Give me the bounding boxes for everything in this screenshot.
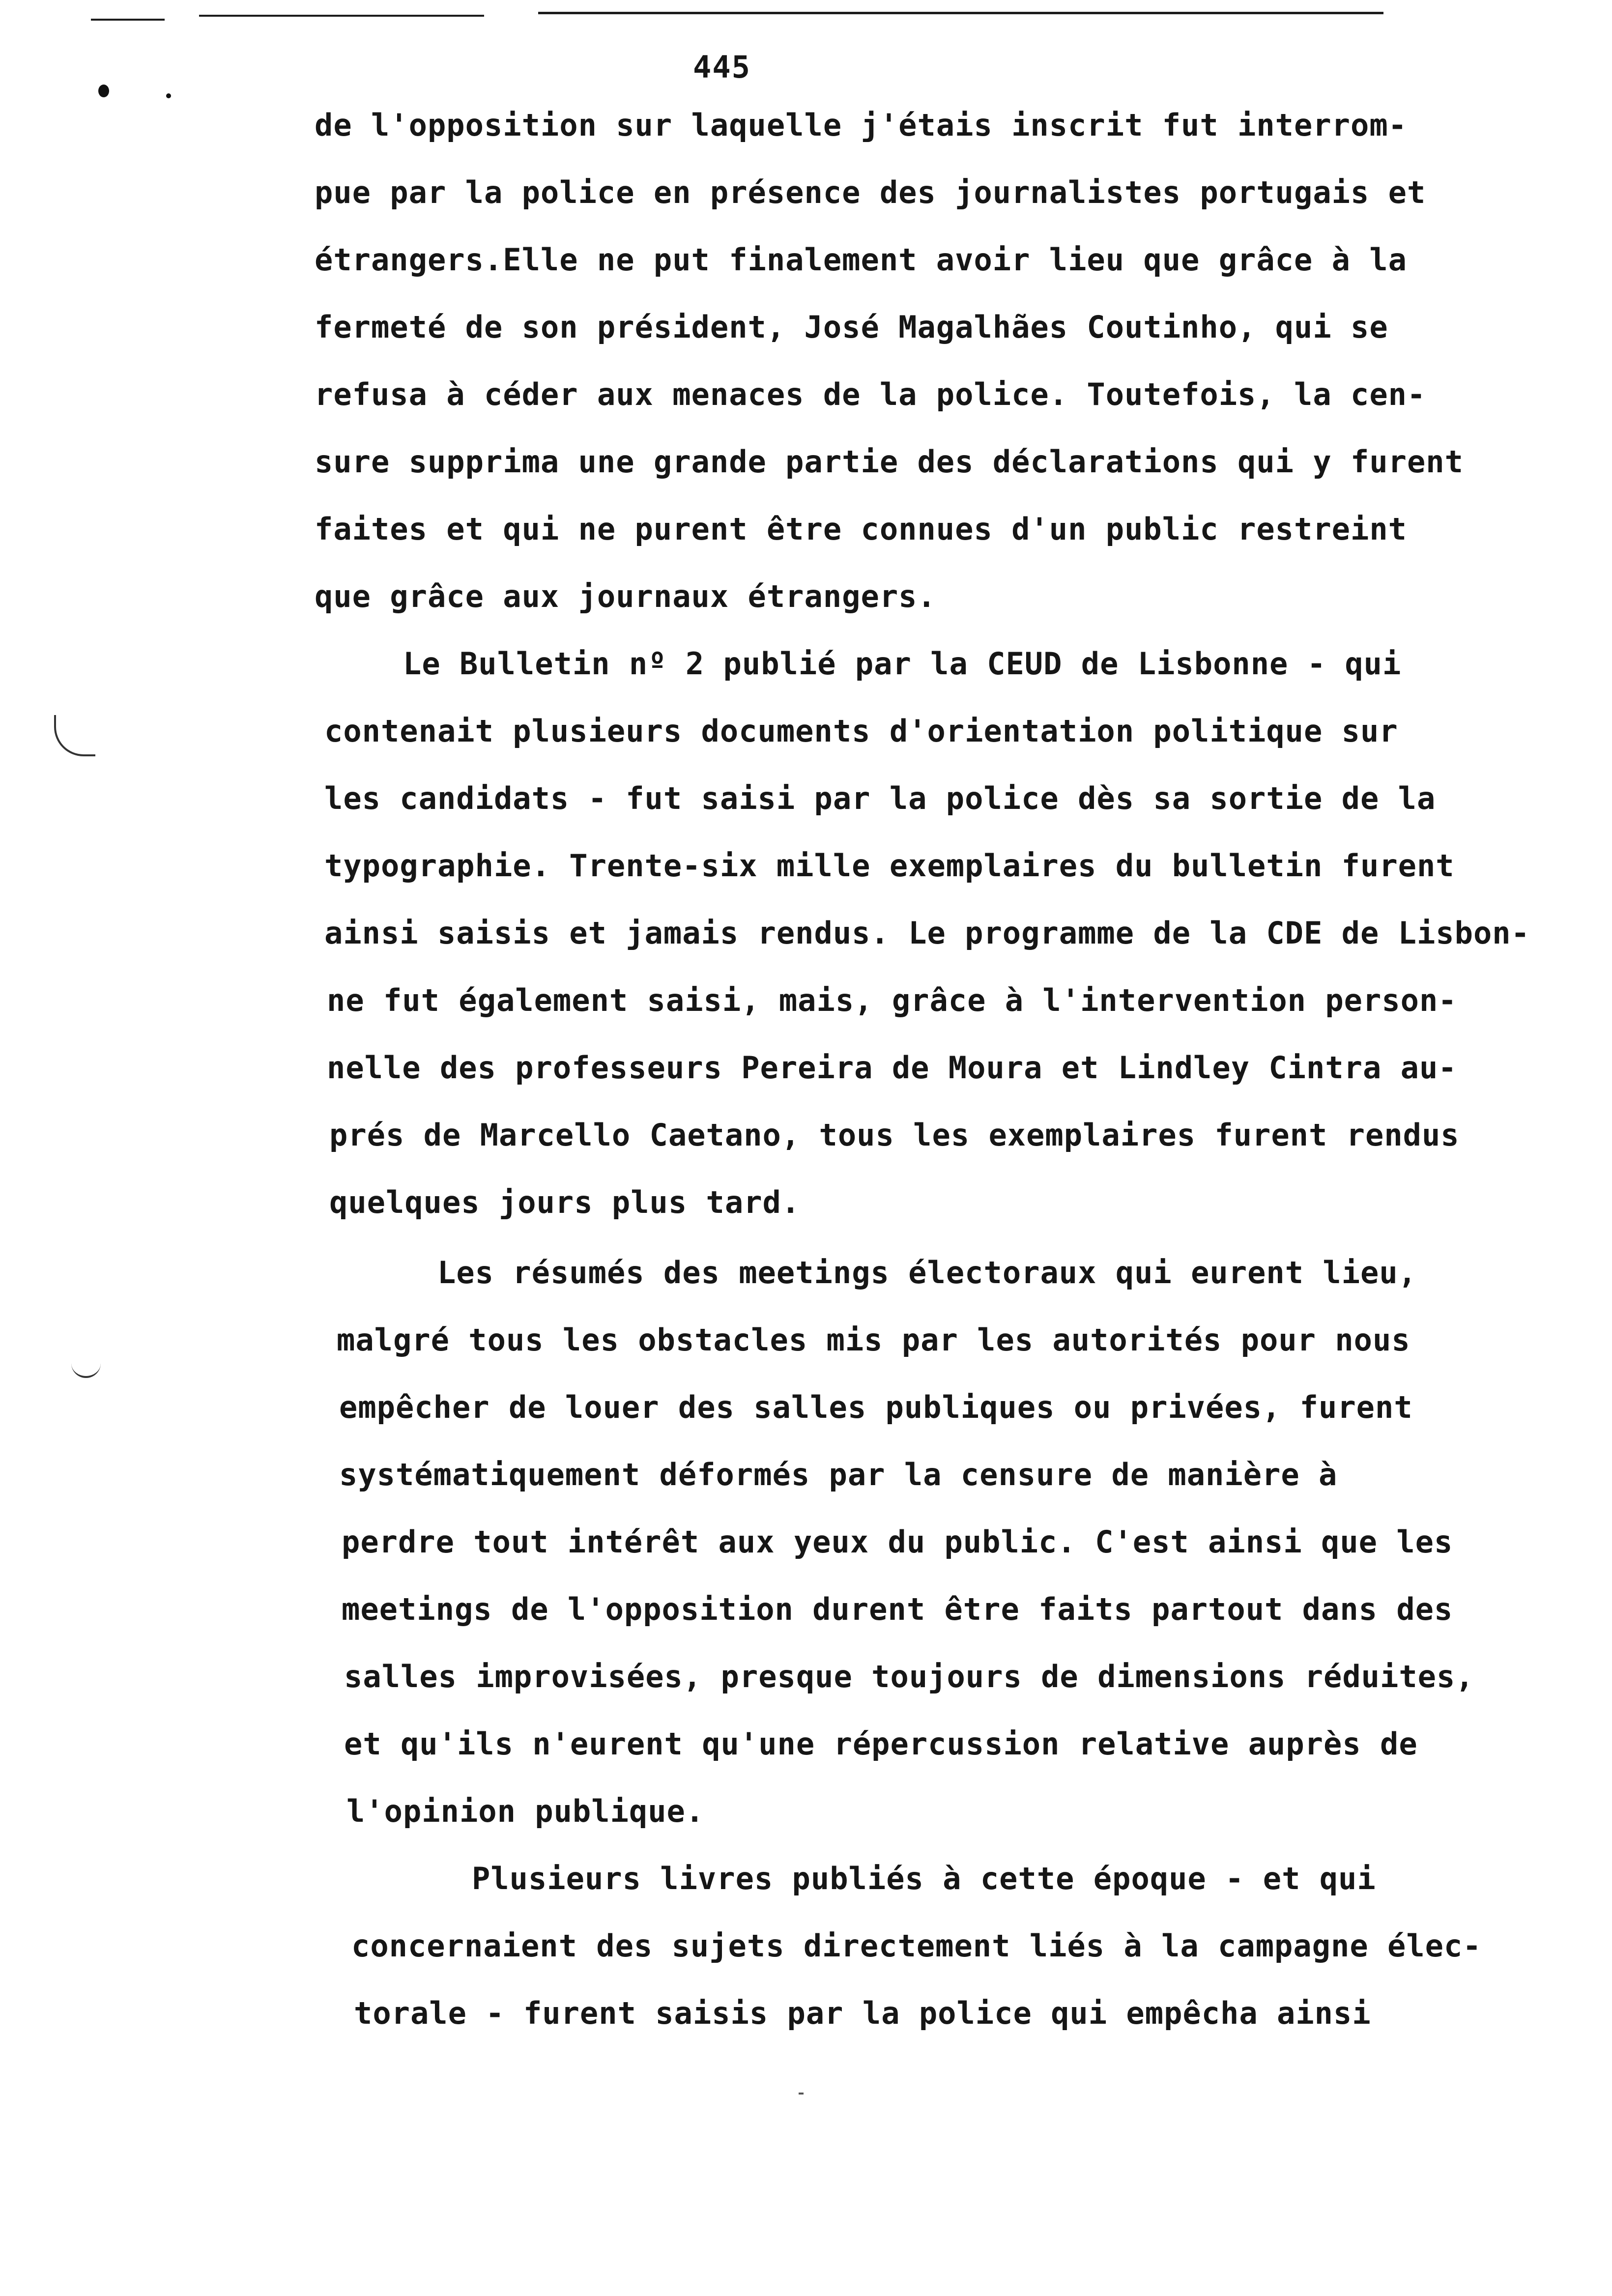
text-line: fermeté de son président, José Magalhães Coutinho, qui se	[315, 309, 1388, 345]
ink-mark	[98, 85, 109, 97]
text-line: ne fut également saisi, mais, grâce à l'intervention person-	[327, 982, 1457, 1018]
text-line: empêcher de louer des salles publiques ou privées, furent	[339, 1389, 1413, 1425]
text-line: quelques jours plus tard.	[329, 1184, 801, 1220]
text-line: nelle des professeurs Pereira de Moura et Lindley Cintra au-	[327, 1050, 1457, 1086]
text-line: typographie. Trente-six mille exemplaires du bulletin furent	[324, 848, 1455, 884]
text-line: que grâce aux journaux étrangers.	[315, 578, 936, 614]
text-line: perdre tout intérêt aux yeux du public. C'est ainsi que les	[342, 1524, 1453, 1560]
text-line: pue par la police en présence des journalistes portugais et	[315, 174, 1426, 210]
text-line: sure supprima une grande partie des déclarations qui y furent	[315, 444, 1464, 480]
ink-mark	[799, 2093, 804, 2095]
text-line: Plusieurs livres publiés à cette époque - et qui	[472, 1861, 1376, 1896]
text-line: malgré tous les obstacles mis par les autorités pour nous	[337, 1322, 1410, 1358]
top-scratch-rule	[199, 15, 484, 17]
margin-bracket-mark	[71, 1347, 101, 1378]
text-line: torale - furent saisis par la police qui empêcha ainsi	[354, 1995, 1371, 2031]
text-line: prés de Marcello Caetano, tous les exemplaires furent rendus	[329, 1117, 1460, 1153]
text-line: concernaient des sujets directement liés à la campagne élec-	[351, 1928, 1482, 1964]
text-line: contenait plusieurs documents d'orientation politique sur	[324, 713, 1398, 749]
text-line: salles improvisées, presque toujours de dimensions réduites,	[344, 1659, 1474, 1694]
top-scratch-rule	[91, 19, 165, 21]
text-line: les candidats - fut saisi par la police dès sa sortie de la	[324, 780, 1436, 816]
text-line: systématiquement déformés par la censure de manière à	[339, 1457, 1338, 1492]
text-line: et qu'ils n'eurent qu'une répercussion relative auprès de	[344, 1726, 1418, 1762]
text-line: ainsi saisis et jamais rendus. Le programme de la CDE de Lisbon-	[324, 915, 1530, 951]
ink-mark	[166, 93, 171, 98]
text-line: meetings de l'opposition durent être faits partout dans des	[342, 1591, 1453, 1627]
text-line: Le Bulletin nº 2 publié par la CEUD de Lisbonne - qui	[403, 646, 1402, 682]
text-line: étrangers.Elle ne put finalement avoir lieu que grâce à la	[315, 242, 1407, 278]
text-line: faites et qui ne purent être connues d'un public restreint	[315, 511, 1407, 547]
text-line: refusa à céder aux menaces de la police. Toutefois, la cen-	[315, 376, 1426, 412]
text-line: de l'opposition sur laquelle j'étais inscrit fut interrom-	[315, 107, 1407, 143]
margin-bracket-mark	[54, 715, 95, 756]
text-line: l'opinion publique.	[346, 1793, 705, 1829]
page-number: 445	[693, 49, 751, 85]
text-line: Les résumés des meetings électoraux qui eurent lieu,	[437, 1255, 1417, 1291]
top-scratch-rule	[538, 12, 1383, 14]
